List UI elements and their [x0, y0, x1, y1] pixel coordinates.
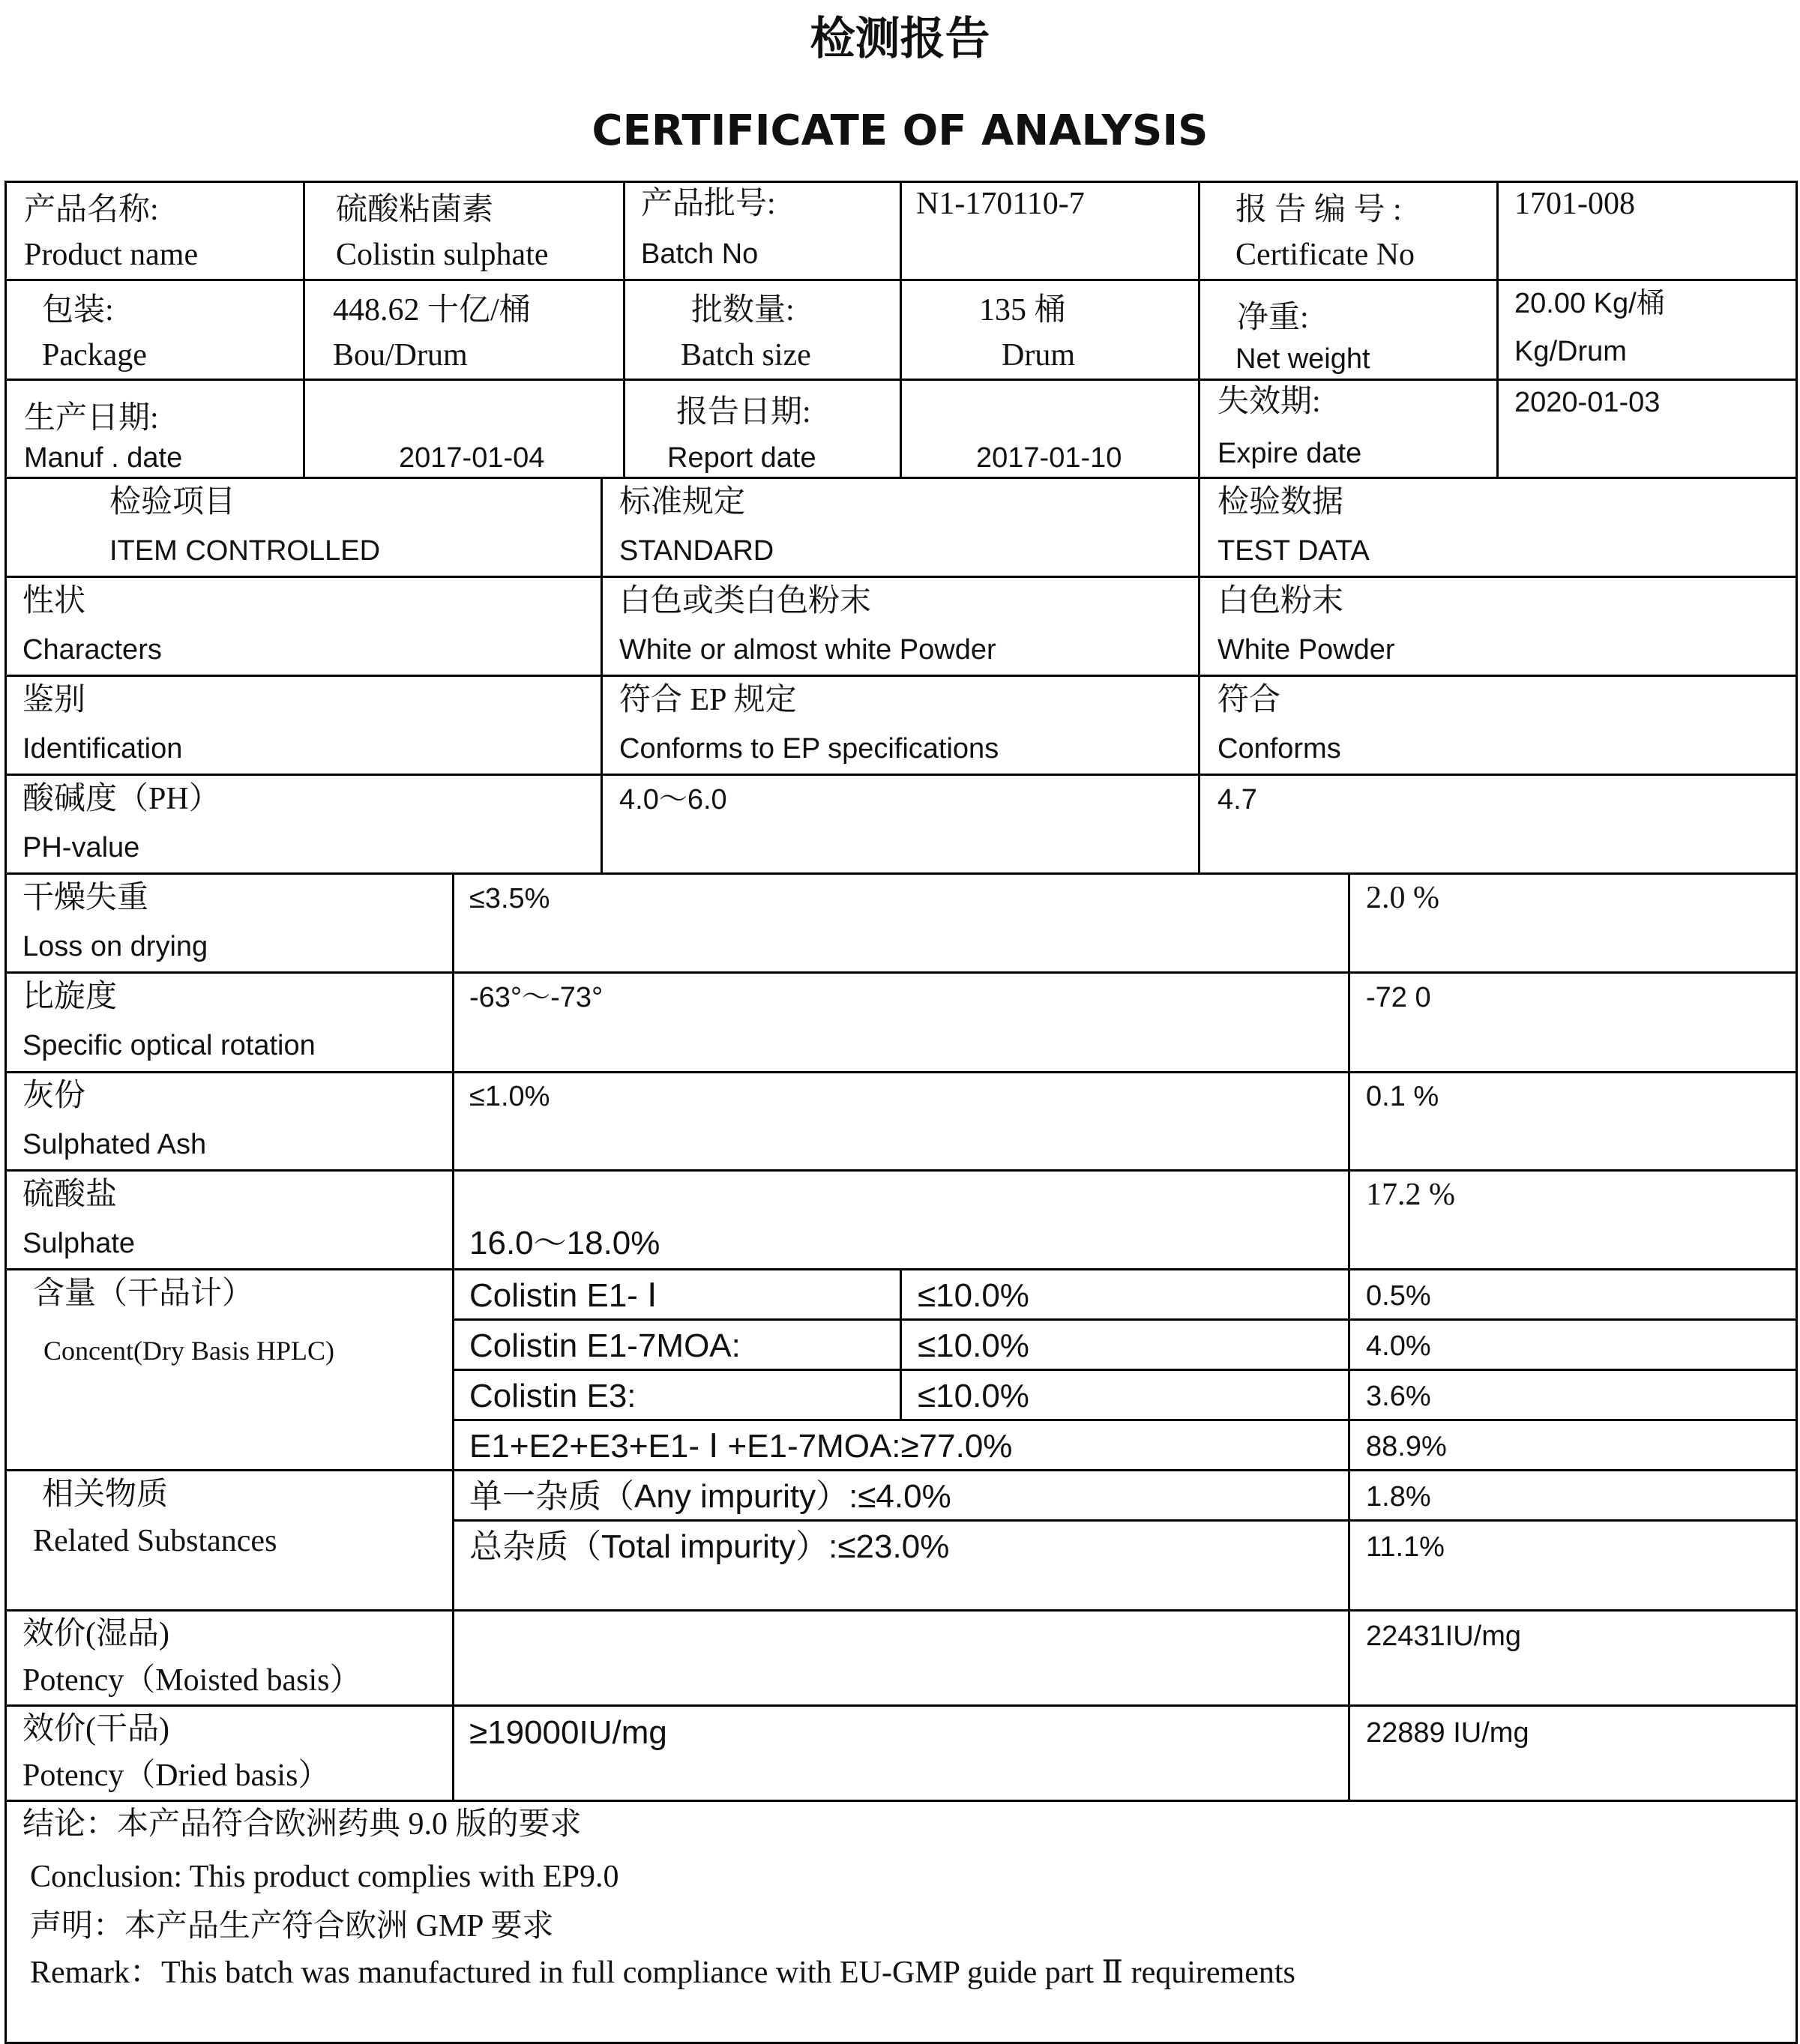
related-substances-label-cn: 相关物质: [42, 1477, 169, 1512]
total-impurity-standard: 总杂质（Total impurity）:≤23.0%: [469, 1528, 950, 1565]
remark-en: Remark：This batch was manufactured in full compliance with EU-GMP guide part Ⅱ requirements: [30, 1956, 1295, 1990]
report-date-value: 2017-01-10: [976, 442, 1122, 474]
optical-rotation-label-cn: 比旋度: [22, 980, 118, 1014]
characters-data-cn: 白色粉末: [1217, 584, 1344, 618]
cert-no-label-cn: 报 告 编 号 :: [1235, 193, 1402, 227]
sulphated-ash-label-cn: 灰份: [22, 1079, 86, 1113]
identification-data-cn: 符合: [1217, 683, 1281, 717]
package-value-en: Bou/Drum: [333, 338, 468, 373]
identification-standard-en: Conforms to EP specifications: [619, 733, 999, 765]
colistin-e1-i-data: 0.5%: [1366, 1280, 1431, 1312]
colistin-e1-7moa-limit: ≤10.0%: [918, 1327, 1029, 1364]
identification-label-cn: 鉴别: [22, 683, 86, 717]
loss-on-drying-data: 2.0 %: [1366, 881, 1439, 915]
potency-dry-data: 22889 IU/mg: [1366, 1717, 1529, 1749]
loss-on-drying-label-cn: 干燥失重: [22, 881, 149, 915]
content-label-en: Concent(Dry Basis HPLC): [43, 1336, 334, 1366]
potency-dry-label-en: Potency（Dried basis）: [22, 1758, 330, 1793]
colistin-e1-i-limit: ≤10.0%: [918, 1277, 1029, 1314]
sulphate-standard: 16.0～18.0%: [469, 1225, 660, 1261]
conclusion-cn: 结论：本产品符合欧洲药典 9.0 版的要求: [22, 1807, 582, 1842]
batch-no-value: N1-170110-7: [916, 187, 1085, 221]
product-name-label-cn: 产品名称:: [24, 193, 159, 227]
potency-dry-standard: ≥19000IU/mg: [469, 1714, 667, 1751]
sulphate-label-cn: 硫酸盐: [22, 1178, 118, 1212]
column-item-cn: 检验项目: [109, 485, 236, 519]
potency-dry-label-cn: 效价(干品): [22, 1712, 169, 1746]
potency-moist-label-en: Potency（Moisted basis）: [22, 1663, 361, 1698]
cert-no-label-en: Certificate No: [1235, 238, 1415, 272]
column-item-en: ITEM CONTROLLED: [109, 535, 381, 567]
batch-size-value-en: Drum: [1002, 338, 1075, 373]
column-data-en: TEST DATA: [1217, 535, 1370, 567]
characters-data-en: White Powder: [1217, 634, 1395, 666]
net-weight-unit: Kg/Drum: [1514, 336, 1627, 367]
optical-rotation-data: -72 0: [1366, 982, 1431, 1013]
batch-no-label-cn: 产品批号:: [641, 187, 776, 221]
ph-label-cn: 酸碱度（PH）: [22, 782, 220, 816]
product-name-en: Colistin sulphate: [336, 238, 549, 272]
identification-standard-cn: 符合 EP 规定: [619, 683, 797, 717]
sulphate-data: 17.2 %: [1366, 1178, 1455, 1212]
sulphated-ash-standard: ≤1.0%: [469, 1081, 550, 1112]
product-name-cn: 硫酸粘菌素: [336, 193, 494, 227]
batch-no-label-en: Batch No: [641, 238, 759, 270]
batch-size-label-cn: 批数量:: [691, 293, 795, 328]
colistin-e3-name: Colistin E3:: [469, 1378, 636, 1414]
potency-moist-data: 22431IU/mg: [1366, 1621, 1522, 1652]
colistin-e1-7moa-data: 4.0%: [1366, 1330, 1431, 1362]
manuf-date-label-cn: 生产日期:: [24, 401, 159, 435]
net-weight-value: 20.00 Kg/桶: [1514, 288, 1665, 319]
cert-no-value: 1701-008: [1514, 187, 1635, 221]
report-date-label-en: Report date: [667, 442, 816, 474]
column-standard-en: STANDARD: [619, 535, 774, 567]
content-label-cn: 含量（干品计）: [33, 1276, 254, 1311]
optical-rotation-label-en: Specific optical rotation: [22, 1030, 316, 1061]
report-date-label-cn: 报告日期:: [676, 395, 811, 429]
any-impurity-data: 1.8%: [1366, 1481, 1431, 1513]
loss-on-drying-label-en: Loss on drying: [22, 931, 208, 962]
package-value-cn: 448.62 十亿/桶: [333, 293, 531, 328]
package-label-cn: 包装:: [42, 293, 114, 328]
batch-size-value-cn: 135 桶: [979, 293, 1066, 328]
content-total-data: 88.9%: [1366, 1431, 1447, 1462]
characters-standard-cn: 白色或类白色粉末: [619, 584, 872, 618]
expire-date-label-en: Expire date: [1217, 438, 1362, 469]
characters-label-en: Characters: [22, 634, 162, 666]
page-title-cn: 检测报告: [810, 13, 990, 65]
product-name-label-en: Product name: [24, 238, 199, 272]
statement-cn: 声明：本产品生产符合欧洲 GMP 要求: [30, 1909, 554, 1944]
characters-label-cn: 性状: [22, 584, 86, 618]
ph-label-en: PH-value: [22, 832, 140, 863]
total-impurity-data: 11.1%: [1366, 1531, 1445, 1563]
identification-data-en: Conforms: [1217, 733, 1341, 765]
related-substances-label-en: Related Substances: [33, 1524, 277, 1558]
ph-standard: 4.0～6.0: [619, 784, 727, 816]
characters-standard-en: White or almost white Powder: [619, 634, 996, 666]
colistin-e1-7moa-name: Colistin E1-7MOA:: [469, 1327, 741, 1364]
sulphate-label-en: Sulphate: [22, 1228, 136, 1259]
manuf-date-label-en: Manuf . date: [24, 442, 183, 474]
any-impurity-standard: 单一杂质（Any impurity）:≤4.0%: [469, 1478, 951, 1515]
page-title-en: CERTIFICATE OF ANALYSIS: [592, 106, 1208, 155]
loss-on-drying-standard: ≤3.5%: [469, 883, 550, 914]
expire-date-value: 2020-01-03: [1514, 387, 1661, 418]
potency-moist-label-cn: 效价(湿品): [22, 1617, 169, 1651]
sulphated-ash-label-en: Sulphated Ash: [22, 1129, 207, 1160]
colistin-e3-limit: ≤10.0%: [918, 1378, 1029, 1414]
colistin-e1-i-name: Colistin E1- Ⅰ: [469, 1277, 657, 1314]
net-weight-label-en: Net weight: [1235, 343, 1370, 375]
package-label-en: Package: [42, 338, 147, 373]
sulphated-ash-data: 0.1 %: [1366, 1081, 1439, 1112]
net-weight-label-cn: 净重:: [1237, 301, 1309, 335]
optical-rotation-standard: -63°～-73°: [469, 982, 603, 1013]
conclusion-en: Conclusion: This product complies with EP9.0: [30, 1860, 619, 1894]
expire-date-label-cn: 失效期:: [1217, 385, 1321, 419]
content-total-standard: E1+E2+E3+E1- Ⅰ +E1-7MOA:≥77.0%: [469, 1428, 1013, 1465]
ph-data: 4.7: [1217, 784, 1257, 816]
identification-label-en: Identification: [22, 733, 183, 765]
colistin-e3-data: 3.6%: [1366, 1381, 1431, 1412]
column-standard-cn: 标准规定: [619, 485, 746, 519]
column-data-cn: 检验数据: [1217, 485, 1344, 519]
manuf-date-value: 2017-01-04: [399, 442, 545, 474]
batch-size-label-en: Batch size: [681, 338, 811, 373]
